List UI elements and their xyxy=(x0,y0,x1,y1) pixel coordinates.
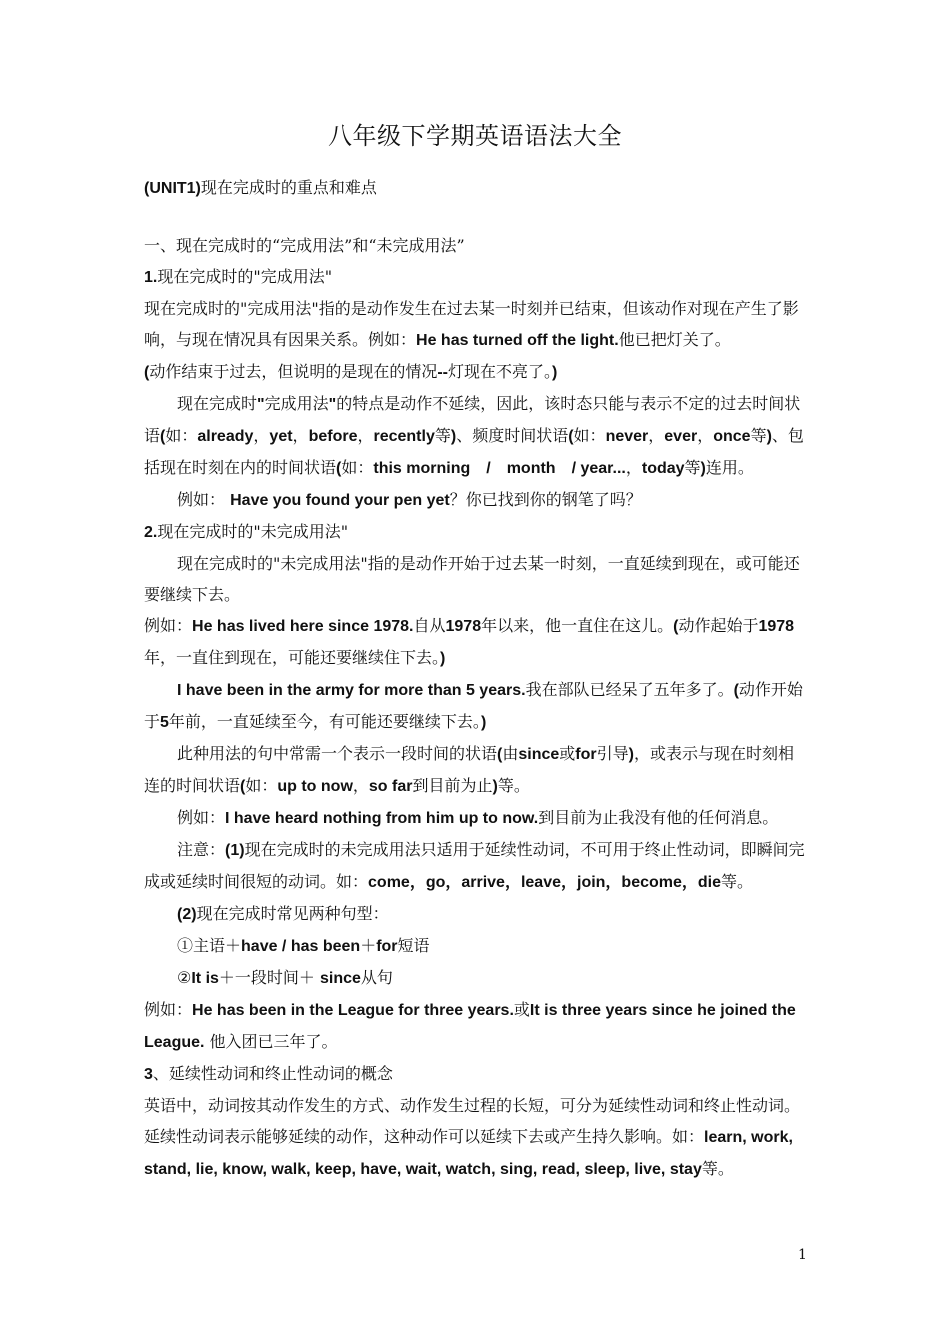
s1-paragraph-2: (动作结束于过去，但说明的是现在的情况--灯现在不亮了。) xyxy=(144,362,558,381)
s1-example: 例如： Have you found your pen yet？你已找到你的钢笔了吗？ xyxy=(177,490,642,509)
part1-heading: 一、现在完成时的“完成用法”和“未完成用法” xyxy=(144,236,465,255)
s2-example-4: 例如：He has been in the League for three years.或It is three years since he joined the League. 他入团已三年了。 xyxy=(144,1000,796,1051)
s3-heading: 3、延续性动词和终止性动词的概念 xyxy=(144,1064,393,1083)
s2-example-3: 例如：I have heard nothing from him up to now.到目前为止我没有他的任何消息。 xyxy=(177,808,779,827)
s2-example-1: 例如：He has lived here since 1978.自从1978年以来，他一直住在这儿。(动作起始于1978年，一直住到现在，可能还要继续住下去。) xyxy=(144,616,795,667)
s2-paragraph-1: 现在完成时的"未完成用法"指的是动作开始于过去某一时刻，一直延续到现在，或可能还要继续下去。 xyxy=(144,554,800,604)
unit-tag: (UNIT1) xyxy=(144,180,201,197)
s1-heading: 1.现在完成时的"完成用法" xyxy=(144,267,333,286)
s2-pattern-1: ①主语＋have / has been＋for短语 xyxy=(177,936,430,955)
s2-heading: 2.现在完成时的"未完成用法" xyxy=(144,522,349,541)
s2-note-2: (2)现在完成时常见两种句型： xyxy=(177,904,389,923)
s1-paragraph-1: 现在完成时的"完成用法"指的是动作发生在过去某一时刻并已结束，但该动作对现在产生了影响，与现在情况具有因果关系。例如：He has turned off the light.他已把灯关了。 xyxy=(144,299,799,349)
s1-paragraph-3: 现在完成时"完成用法"的特点是动作不延续，因此，该时态只能与表示不定的过去时间状语(如：already，yet，before，recently等)、频度时间状语(如：never，ever，once等)、包括现在时刻在内的时间状语(如：this morning / month / year...，today等)连用。 xyxy=(144,394,804,477)
document-body xyxy=(144,172,808,1185)
s2-example-2: I have been in the army for more than 5 years.我在部队已经呆了五年多了。(动作开始于5年前，一直延续至今，有可能还要继续下去。) xyxy=(144,680,803,731)
s2-paragraph-2: 此种用法的句中常需一个表示一段时间的状语(由since或for引导)，或表示与现在时刻相连的时间状语(如：up to now，so far到目前为止)等。 xyxy=(144,744,794,795)
s2-pattern-2: ②It is＋一段时间＋ since从句 xyxy=(177,968,393,987)
document-title: 八年级下学期英语语法大全 xyxy=(328,122,622,150)
page-number: 1 xyxy=(798,1247,807,1263)
s3-paragraph-1: 英语中，动词按其动作发生的方式、动作发生过程的长短，可分为延续性动词和终止性动词。 xyxy=(144,1096,801,1115)
s3-paragraph-2: 延续性动词表示能够延续的动作，这种动作可以延续下去或产生持久影响。如：learn, work, stand, lie, know, walk, keep, have, wait, watch, sing, read, sleep, live, stay等。 xyxy=(144,1127,793,1178)
s2-note-1: 注意：(1)现在完成时的未完成用法只适用于延续性动词，不可用于终止性动词，即瞬间完成或延续时间很短的动词。如：come，go，arrive，leave，join，become，die等。 xyxy=(144,840,805,891)
unit-heading: (UNIT1)现在完成时的重点和难点 xyxy=(144,178,377,197)
